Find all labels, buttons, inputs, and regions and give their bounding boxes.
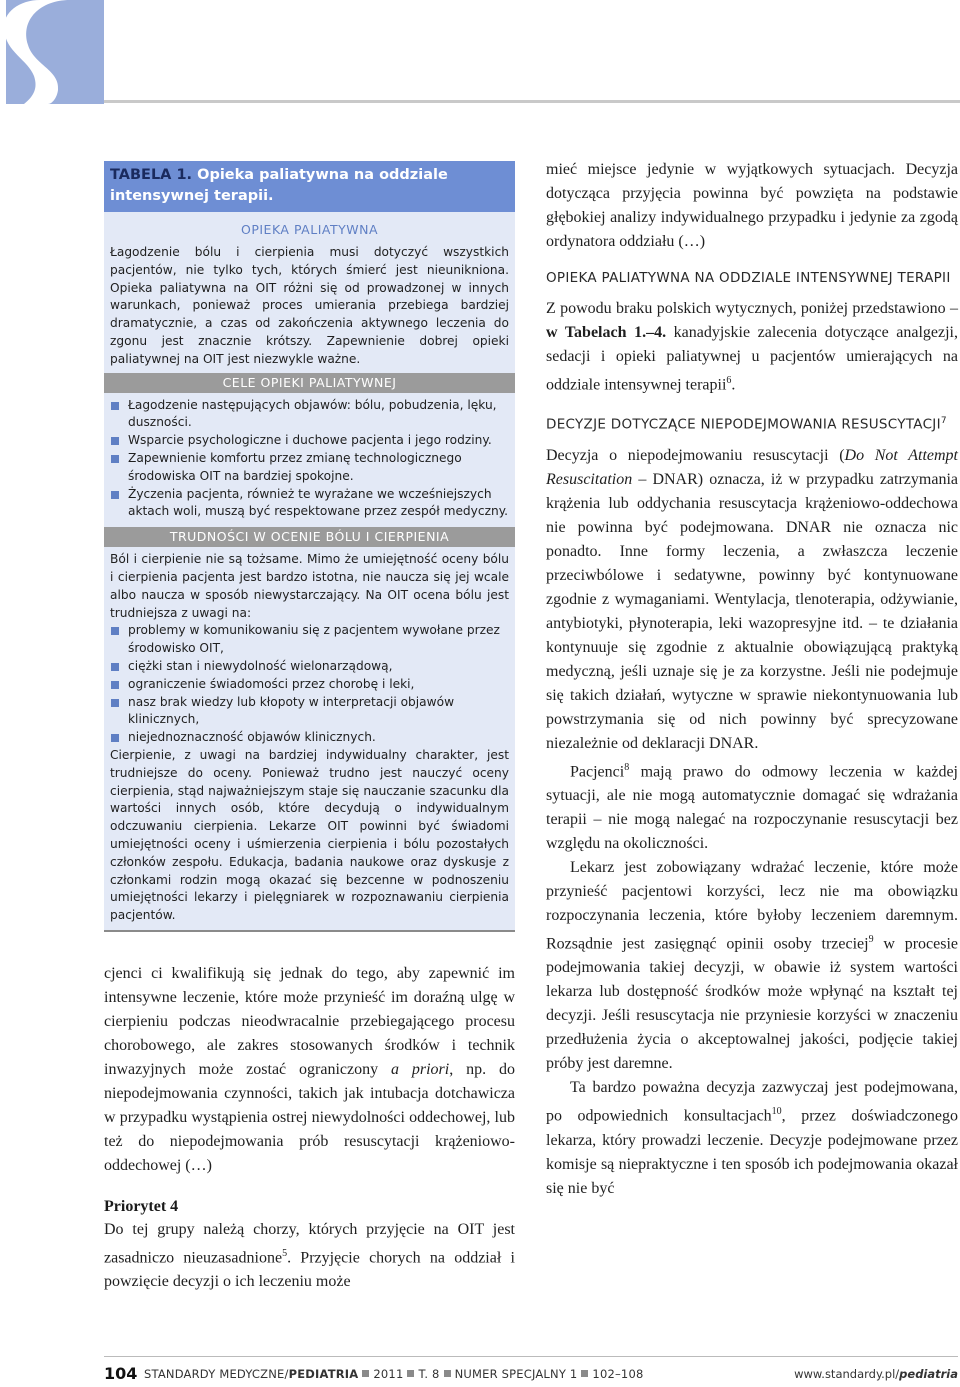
right-paragraph-6 <box>546 1076 958 1200</box>
text-run: kanadyjskie zalecenia dotyczące analgezji, sedacji i opieki paliatywnej u pacjentów umierających na oddziale intensywnej terapii <box>546 324 958 394</box>
right-column <box>546 158 958 1201</box>
text-run: Ta bardzo poważna decyzja zazwyczaj jest podejmowana, po odpowiednich konsultacjach <box>546 1079 958 1125</box>
pain-difficulties-list <box>104 622 515 747</box>
right-paragraph-4 <box>546 756 958 856</box>
citation-ref: 6 <box>726 375 732 386</box>
journal-year: 2011 <box>373 1367 404 1381</box>
right-paragraph-2 <box>546 297 958 397</box>
decorative-s-shape <box>0 0 104 104</box>
footer-rule <box>104 1356 958 1357</box>
list-item: ograniczenie świadomości przez chorobę i leki, <box>110 676 509 694</box>
text-run: Do tej grupy należą chorzy, których przyjęcie na OIT jest zasadniczo nieuzasadnione <box>104 1221 515 1267</box>
goals-list <box>104 393 515 524</box>
citation-ref: 5 <box>282 1248 288 1259</box>
text-run: . Przyjęcie chorych na oddział i powzięcie decyzji o ich leczeniu może <box>104 1249 515 1291</box>
right-paragraph-1: mieć miejsce jedynie w wyjątkowych sytuacjach. Decyzja dotycząca przyjęcia powinna być powzięta na podstawie głębokiej analizy indywidualnego przypadku i jedynie za zgodą ordynatora oddziału (…) <box>546 161 958 250</box>
left-paragraph-2 <box>104 1218 515 1294</box>
text-run: . <box>731 376 736 394</box>
table-title <box>104 161 515 212</box>
table-title-number: TABELA 1. <box>110 167 193 183</box>
journal-section: PEDIATRIA <box>288 1367 359 1381</box>
separator-square-icon <box>362 1370 369 1377</box>
list-item: Życzenia pacjenta, również te wyrażane we wcześniejszych aktach woli, muszą być respektowane przez zespół medyczny. <box>110 486 509 522</box>
text-run: – DNAR) oznacza, iż w przypadku zatrzymania krążenia lub oddychania resuscytacja krążeniowo-oddechowa nie powinna być podejmowana. DNAR nie oznacza nic ponadto. Inne formy leczenia, a zwłaszcza leczenie przeciwbólowe i sedatywne, powinny być kontynuowane zgodnie z wymaganiami. Wentylacja, tlenoterapia, odżywianie, antybiotyki, płynoterapia, leki wazopresyjne itd. – te działania kontynuuje się zgodnie z aktualnie obowiązującą praktyką medyczną, jeśli uznaje się je za korzystne. Jeśli nie podejmuje się takich działań, wytyczne w sprawie niekontynuowania lub powstrzymania się od nich powinny być sprecyzowane niezależnie od deklaracji DNAR. <box>546 470 958 752</box>
right-paragraph-3 <box>546 444 958 756</box>
text-run: , np. do niepodejmowania czynności, takich jak intubacja dotchawicza w przypadku wystąpienia ostrej niewydolności oddechowej, lub też do niepodejmowania prób resuscytacji krążeniowo-oddechowej (…) <box>104 1061 516 1174</box>
citation-ref: 8 <box>624 761 630 773</box>
text-run: Decyzja o niepodejmowaniu resuscytacji ( <box>546 446 845 464</box>
palliative-care-text: Łagodzenie bólu i cierpienia musi dotyczyć wszystkich pacjentów, nie tylko tych, których śmierć jest nieunikniona. Opieka paliatywna na OIT różni się od prowadzonej w innych warunkach, ponieważ proces umierania przebiega bardziej dramatycznie, a czas od zakończenia aktywnego leczenia do zgonu jest znacznie krótszy. Zapewnienie dobrej opieki paliatywnej na OIT jest niezwykle ważne. <box>110 245 509 366</box>
list-item: Zapewnienie komfortu przez zmianę technologicznego środowiska OIT na bardziej spokojne. <box>110 450 509 486</box>
citation-ref: 7 <box>940 416 947 427</box>
journal-volume: T. 8 <box>418 1367 440 1381</box>
text-run: Pacjenci <box>570 763 625 781</box>
journal-issue: NUMER SPECJALNY 1 <box>454 1367 578 1381</box>
table-1-box <box>104 161 515 932</box>
list-item: ciężki stan i niewydolność wielonarządową, <box>110 658 509 676</box>
list-item: Wsparcie psychologiczne i duchowe pacjenta i jego rodziny. <box>110 432 509 450</box>
heading-dnar <box>546 411 958 436</box>
right-paragraph-5 <box>546 856 958 1076</box>
page-footer <box>104 1362 958 1386</box>
heading-palliative-care-icu: OPIEKA PALIATYWNA NA ODDZIALE INTENSYWNEJ TERAPII <box>546 270 951 286</box>
list-item: nasz brak wiedzy lub kłopoty w interpretacji objawów klinicznych, <box>110 694 509 730</box>
text-run-bold: w Tabelach 1.–4. <box>546 324 667 341</box>
list-item: niejednoznaczność objawów klinicznych. <box>110 729 509 747</box>
url-text-italic: pediatria <box>899 1367 958 1381</box>
citation-ref: 10 <box>771 1106 782 1118</box>
citation-ref: 9 <box>868 934 874 946</box>
heading-text: DECYZJE DOTYCZĄCE NIEPODEJMOWANIA RESUSCYTACJI <box>546 416 941 433</box>
journal-url[interactable] <box>794 1367 958 1381</box>
header-rule <box>104 100 960 103</box>
priority-4-heading: Priorytet 4 <box>104 1198 179 1215</box>
section-heading-palliative-care: OPIEKA PALIATYWNA <box>240 222 378 237</box>
text-run: cjenci ci kwalifikują się jednak do tego, aby zapewnić im intensywne leczenie, które może przynieść im doraźną ulgę w cierpieniu podczas nieodwracalnie przebiegającego procesu chorobowego, ale zakres stosowanych środków i technik inwazyjnych może zostać ograniczony <box>104 965 515 1078</box>
journal-citation <box>144 1367 643 1381</box>
text-run-italic: a priori <box>391 1061 450 1078</box>
left-column <box>104 962 515 1294</box>
text-run: , przez doświadczonego lekarza, który prowadzi leczenie. Decyzje podejmowane przez komisje są niepraktyczne i ten sposób ich podejmowania okazał się nie być <box>546 1107 958 1197</box>
journal-pages: 102–108 <box>592 1367 644 1381</box>
text-run: w procesie podejmowania takiej decyzji, w obawie iż system wartości lekarza lub dostępność środków może wpłynąć na kształt tej decyzji. Jeśli resuscytacja nie przyniesie korzyści w znaczeniu przedłużenia życia o akceptowalnej jakości, podjęcie takiej próby jest daremne. <box>546 935 958 1073</box>
page-number: 104 <box>104 1364 138 1383</box>
text-run: Lekarz jest zobowiązany wdrażać leczenie, które może przynieść pacjentowi korzyści, lecz nie ma obowiązku rozpoczynania leczenia, które byłoby leczeniem daremnym. Rozsądnie jest zasięgnąć opinii osoby trzeciej <box>546 859 958 953</box>
text-run: mają prawo do odmowy leczenia w każdej sytuacji, ale nie mogą automatycznie domagać się wdrażania terapii – nie mogą nalegać na rozpoczynanie resuscytacji bez względu na okoliczności. <box>546 763 958 853</box>
separator-square-icon <box>444 1370 451 1377</box>
text-run: Z powodu braku polskich wytycznych, poniżej przedstawiono – <box>546 300 958 317</box>
journal-name: STANDARDY MEDYCZNE/ <box>144 1367 289 1381</box>
section-heading-pain-assessment: TRUDNOŚCI W OCENIE BÓLU I CIERPIENIA <box>104 527 515 547</box>
text-run-italic: Do Not Attempt Resuscitation <box>546 446 958 488</box>
separator-square-icon <box>407 1370 414 1377</box>
list-item: problemy w komunikowaniu się z pacjentem wywołane przez środowisko OIT, <box>110 622 509 658</box>
separator-square-icon <box>581 1370 588 1377</box>
decorative-header-graphic <box>0 0 104 104</box>
left-paragraph-1 <box>104 962 515 1178</box>
pain-assessment-closing: Cierpienie, z uwagi na bardziej indywidualny charakter, jest trudniejsze do oceny. Ponieważ trudno jest nauczyć oceny cierpienia, stąd najważniejszym staje się nauczanie szacunku dla wartości innych osób, które decydują o indywidualnym odczuwaniu cierpienia. Lekarze OIT powinni być świadomi umiejętności oceny i uśmierzenia cierpienia i bólu pozostałych członków zespołu. Edukacja, badania naukowe oraz dyskusje z członkami rodzin mogą okazać się bezcenne w podnoszeniu umiejętności lekarzy i pielęgniarek w rozpoznawaniu cierpienia pacjentów. <box>110 747 509 923</box>
pain-assessment-intro: Ból i cierpienie nie są tożsame. Mimo że umiejętność oceny bólu i cierpienia pacjenta jest bardzo istotna, nie naucza się jej wcale albo naucza w sposób niewystarczający. Na OIT ocena bólu jest trudniejsza z uwagi na: <box>110 552 509 620</box>
list-item: Łagodzenie następujących objawów: bólu, pobudzenia, lęku, duszności. <box>110 397 509 433</box>
table-title-text: Opieka paliatywna na oddziale intensywnej terapii. <box>110 167 448 204</box>
section-heading-goals: CELE OPIEKI PALIATYWNEJ <box>104 373 515 393</box>
url-text: www.standardy.pl/ <box>794 1367 900 1381</box>
